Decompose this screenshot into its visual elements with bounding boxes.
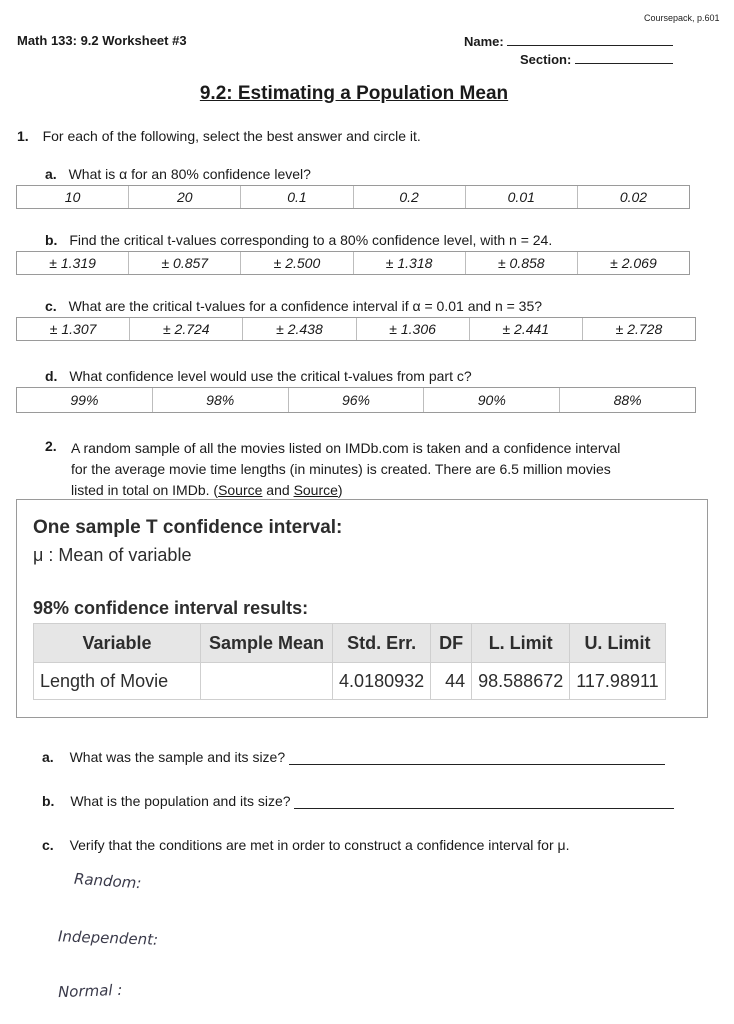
q1c-option[interactable]: ± 2.728	[615, 321, 663, 337]
col-std-err: Std. Err.	[333, 624, 431, 663]
cell-u-limit: 117.98911	[570, 663, 665, 700]
q2-line-3-post: )	[337, 482, 343, 498]
q2-stem	[71, 438, 620, 501]
q1a-options	[16, 185, 690, 209]
q1b-option[interactable]: ± 0.858	[466, 252, 578, 274]
q2b-text: What is the population and its size?	[70, 793, 291, 809]
source-link-2[interactable]: Source	[293, 482, 338, 498]
q2c-text: Verify that the conditions are met in order to construct a confidence interval for μ.	[69, 837, 570, 853]
section-blank	[575, 51, 673, 64]
q1b-option[interactable]: ± 2.500	[241, 252, 353, 274]
q1d-options	[16, 387, 696, 413]
q1b-option[interactable]: ± 2.069	[610, 255, 657, 271]
handwritten-random: Random:	[73, 869, 143, 893]
q2a-text: What was the sample and its size?	[69, 749, 286, 765]
q1c-question	[45, 298, 542, 314]
col-variable: Variable	[34, 624, 201, 663]
q1b-option[interactable]: ± 0.857	[129, 252, 241, 274]
results-data-row	[34, 663, 666, 700]
course-title: Math 133: 9.2 Worksheet #3	[17, 33, 187, 48]
q2b-answer-line[interactable]	[294, 794, 674, 809]
col-l-limit: L. Limit	[472, 624, 570, 663]
q1b-letter: b.	[45, 232, 58, 248]
section-field	[520, 51, 673, 67]
q1a-text: What is α for an 80% confidence level?	[68, 166, 311, 182]
source-link-1[interactable]: Source	[218, 482, 263, 498]
q2b-letter: b.	[42, 793, 55, 809]
q1b-question	[45, 232, 552, 248]
col-sample-mean: Sample Mean	[201, 624, 333, 663]
q1d-option[interactable]: 98%	[153, 388, 289, 412]
q1b-option[interactable]: ± 1.318	[354, 252, 466, 274]
q2a-letter: a.	[42, 749, 54, 765]
q1b-text: Find the critical t-values corresponding to a 80% confidence level, with n = 24.	[69, 232, 553, 248]
q1a-letter: a.	[45, 166, 57, 182]
output-title: One sample T confidence interval:	[33, 517, 343, 538]
handwritten-normal: Normal :	[57, 980, 123, 1002]
q2-line-3-pre: listed in total on IMDb. (	[71, 482, 219, 498]
q1b-option[interactable]: ± 1.319	[17, 252, 129, 274]
q1c-letter: c.	[45, 298, 57, 314]
q1c-text: What are the critical t-values for a confidence interval if α = 0.01 and n = 35?	[68, 298, 543, 314]
q1a-option[interactable]: 0.02	[619, 189, 648, 205]
statcrunch-output	[16, 499, 708, 718]
results-header-row	[34, 624, 666, 663]
name-blank	[507, 33, 673, 46]
q1d-text: What confidence level would use the critical t-values from part c?	[69, 368, 472, 384]
name-field	[464, 33, 673, 49]
q2-line-2: for the average movie time lengths (in minutes) is created. There are 6.5 million movies	[71, 461, 611, 477]
results-table	[33, 623, 666, 700]
q1c-option[interactable]: ± 2.724	[130, 318, 243, 340]
q2-number-text: 2.	[45, 438, 57, 454]
q1a-option[interactable]: 0.2	[354, 186, 466, 208]
output-parameter: μ : Mean of variable	[33, 545, 192, 565]
q1-number: 1.	[17, 128, 29, 144]
q1a-option[interactable]: 0.1	[241, 186, 353, 208]
q2c-letter: c.	[42, 837, 54, 853]
cell-l-limit: 98.588672	[472, 663, 570, 700]
q1c-option[interactable]: ± 2.441	[470, 318, 583, 340]
q1a-question	[45, 166, 311, 182]
q2a-question	[42, 749, 665, 765]
results-title: 98% confidence interval results:	[33, 598, 309, 618]
q1d-option[interactable]: 90%	[424, 388, 560, 412]
coursepack-label: Coursepack, p.601	[644, 13, 720, 23]
q1c-options	[16, 317, 696, 341]
q1d-option[interactable]: 88%	[613, 392, 642, 408]
handwritten-independent: Independent:	[57, 927, 159, 949]
q2-line-3-mid: and	[262, 482, 294, 498]
q2-line-3	[71, 480, 620, 501]
q1-prompt-text: For each of the following, select the best answer and circle it.	[42, 128, 421, 144]
q1d-letter: d.	[45, 368, 58, 384]
q2c-question	[42, 837, 569, 853]
q1c-option[interactable]: ± 1.307	[17, 318, 130, 340]
q2b-question	[42, 793, 674, 809]
q1d-question	[45, 368, 472, 384]
q1b-options	[16, 251, 690, 275]
q1a-option[interactable]: 20	[129, 186, 241, 208]
name-label: Name:	[464, 34, 504, 49]
page-title: 9.2: Estimating a Population Mean	[199, 83, 509, 104]
cell-sample-mean	[201, 663, 333, 700]
section-label: Section:	[520, 52, 572, 67]
q1d-option[interactable]: 96%	[289, 388, 425, 412]
q2a-answer-line[interactable]	[289, 750, 665, 765]
cell-df: 44	[431, 663, 472, 700]
col-df: DF	[431, 624, 472, 663]
q1d-option[interactable]: 99%	[17, 388, 153, 412]
q1c-option[interactable]: ± 1.306	[357, 318, 470, 340]
q1-prompt	[17, 128, 421, 144]
cell-std-err: 4.0180932	[333, 663, 431, 700]
q1c-option[interactable]: ± 2.438	[243, 318, 356, 340]
q1a-option[interactable]: 0.01	[466, 186, 578, 208]
q1a-option[interactable]: 10	[17, 186, 129, 208]
cell-variable: Length of Movie	[34, 663, 201, 700]
q2-number	[45, 438, 57, 454]
col-u-limit: U. Limit	[570, 624, 665, 663]
q2-line-1: A random sample of all the movies listed on IMDb.com is taken and a confidence interval	[71, 440, 621, 456]
